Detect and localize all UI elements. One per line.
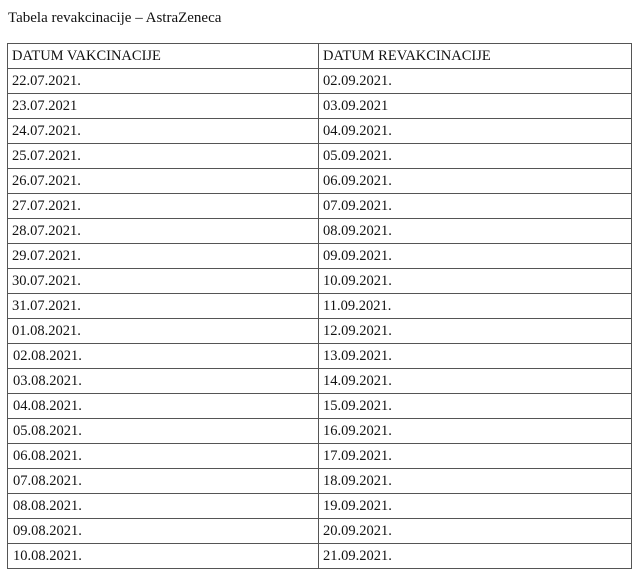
table-row	[8, 244, 632, 269]
revaccination-date-cell: 10.09.2021.	[319, 269, 632, 294]
vaccination-date-cell: 24.07.2021.	[8, 119, 319, 144]
table-row	[8, 219, 632, 244]
revaccination-date-cell: 09.09.2021.	[319, 244, 632, 269]
revaccination-date-cell: 03.09.2021	[319, 94, 632, 119]
table-row	[8, 419, 632, 444]
revaccination-date-cell: 16.09.2021.	[319, 419, 632, 444]
vaccination-date-cell: 07.08.2021.	[9, 469, 320, 494]
revaccination-date-cell: 08.09.2021.	[319, 219, 632, 244]
table-row	[8, 144, 632, 169]
table-header-row	[8, 44, 632, 69]
vaccination-date-cell: 30.07.2021.	[8, 269, 319, 294]
vaccination-date-cell: 08.08.2021.	[9, 494, 320, 519]
revaccination-table	[7, 43, 632, 569]
table-row	[8, 494, 632, 519]
table-row	[8, 444, 632, 469]
vaccination-date-cell: 29.07.2021.	[8, 244, 319, 269]
vaccination-date-cell: 06.08.2021.	[9, 444, 320, 469]
revaccination-date-cell: 21.09.2021.	[319, 544, 632, 569]
header-revaccination-date: DATUM REVAKCINACIJE	[319, 44, 632, 69]
revaccination-date-cell: 17.09.2021.	[319, 444, 632, 469]
vaccination-date-cell: 23.07.2021	[8, 94, 319, 119]
vaccination-date-cell: 10.08.2021.	[9, 544, 320, 569]
table-row	[8, 194, 632, 219]
revaccination-date-cell: 14.09.2021.	[319, 369, 632, 394]
table-row	[8, 544, 632, 569]
revaccination-date-cell: 06.09.2021.	[319, 169, 632, 194]
revaccination-date-cell: 04.09.2021.	[319, 119, 632, 144]
revaccination-table-container	[7, 43, 632, 569]
vaccination-date-cell: 09.08.2021.	[9, 519, 320, 544]
vaccination-date-cell: 03.08.2021.	[9, 369, 320, 394]
revaccination-date-cell: 11.09.2021.	[319, 294, 632, 319]
revaccination-date-cell: 12.09.2021.	[319, 319, 632, 344]
revaccination-date-cell: 13.09.2021.	[319, 344, 632, 369]
vaccination-date-cell: 01.08.2021.	[8, 319, 319, 344]
document-title: Tabela revakcinacije – AstraZeneca	[8, 10, 222, 26]
table-row	[8, 119, 632, 144]
vaccination-date-cell: 02.08.2021.	[9, 344, 320, 369]
vaccination-date-cell: 05.08.2021.	[9, 419, 320, 444]
revaccination-date-cell: 07.09.2021.	[319, 194, 632, 219]
header-vaccination-date: DATUM VAKCINACIJE	[8, 44, 319, 69]
table-row	[8, 294, 632, 319]
revaccination-date-cell: 02.09.2021.	[319, 69, 632, 94]
table-row	[8, 369, 632, 394]
revaccination-date-cell: 20.09.2021.	[319, 519, 632, 544]
table-row	[8, 169, 632, 194]
vaccination-date-cell: 25.07.2021.	[8, 144, 319, 169]
table-row	[8, 94, 632, 119]
table-row	[8, 469, 632, 494]
table-row	[8, 519, 632, 544]
table-row	[8, 319, 632, 344]
table-row	[8, 394, 632, 419]
table-row	[8, 344, 632, 369]
vaccination-date-cell: 26.07.2021.	[8, 169, 319, 194]
revaccination-date-cell: 15.09.2021.	[319, 394, 632, 419]
revaccination-date-cell: 05.09.2021.	[319, 144, 632, 169]
vaccination-date-cell: 28.07.2021.	[8, 219, 319, 244]
table-row	[8, 269, 632, 294]
revaccination-date-cell: 19.09.2021.	[319, 494, 632, 519]
vaccination-date-cell: 31.07.2021.	[8, 294, 319, 319]
vaccination-date-cell: 04.08.2021.	[9, 394, 320, 419]
revaccination-date-cell: 18.09.2021.	[319, 469, 632, 494]
vaccination-date-cell: 27.07.2021.	[8, 194, 319, 219]
table-row	[8, 69, 632, 94]
vaccination-date-cell: 22.07.2021.	[8, 69, 319, 94]
